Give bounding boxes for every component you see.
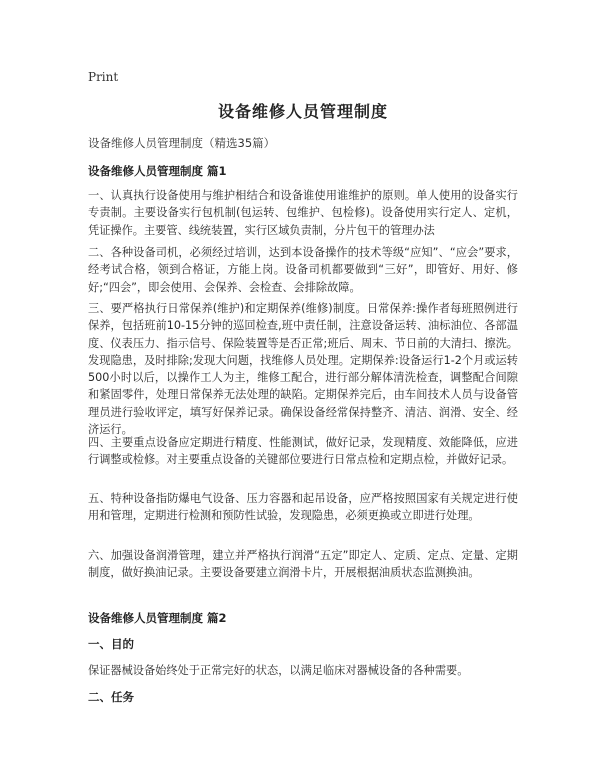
paragraph-1-1: 一、认真执行设备使用与维护相结合和设备谁使用谁维护的原则。单人使用的设备实行专责制。主要设备实行包机制(包运转、包维护、包检修)。设备使用实行定人、定机，凭证操作。主要管、线统装置，实行区域负责制，分片包干的管理办法: [88, 189, 518, 237]
document-subtitle: 设备维修人员管理制度（精选35篇）: [88, 136, 276, 150]
page-title: 设备维修人员管理制度: [217, 102, 388, 121]
paragraph-1-2: 二、各种设备司机，必须经过培训，达到本设备操作的技术等级“应知”、“应会”要求，经考试合格，领到合格证，方能上岗。设备司机都要做到“三好”，即管好、用好、修好;“四会”，即会使用、会保养、会检查、会排除故障。: [88, 246, 518, 294]
paragraph-1-5: 五、特种设备指防爆电气设备、压力容器和起吊设备，应严格按照国家有关规定进行使用和管理，定期进行检测和预防性试验，发现隐患，必须更换或立即进行处理。: [88, 492, 518, 523]
paragraph-2-1: 保证器械设备始终处于正常完好的状态，以满足临床对器械设备的各种需要。: [88, 664, 469, 677]
subheading-tasks: 二、任务: [88, 690, 134, 704]
section-heading-2: 设备维修人员管理制度 篇2: [88, 611, 227, 625]
paragraph-1-3: 三、要严格执行日常保养(维护)和定期保养(维修)制度。日常保养:操作者每班照例进行保养，包括班前10-15分钟的巡回检查,班中责任制，注意设备运转、油标油位、各部温度、仪表压力、指示信号、保险装置等是否正常;班后、周末、节日前的大清扫、擦洗。发现隐患，及时排除;发现大问题，找维修人员处理。定期保养:设备运行1-2个月或运转500小时以后，以操作工人为主，维修工配合，进行部分解体清洗检查，调整配合间隙和紧固零件，处理日常保养无法处理的缺陷。定期保养完后，由车间技术人员与设备管理员进行验收评定，填写好保养记录。确保设备经常保持整齐、清洁、润滑、安全、经济运行。: [88, 302, 518, 437]
section-heading-1: 设备维修人员管理制度 篇1: [88, 164, 227, 178]
paragraph-1-6: 六、加强设备润滑管理，建立并严格执行润滑“五定”即定人、定质、定点、定量、定期制度，做好换油记录。主要设备要建立润滑卡片，开展根据油质状态监测换油。: [88, 549, 518, 580]
subheading-purpose: 一、目的: [88, 637, 134, 651]
paragraph-1-4: 四、主要重点设备应定期进行精度、性能测试，做好记录，发现精度、效能降低，应进行调整或检修。对主要重点设备的关键部位要进行日常点检和定期点检，并做好记录。: [88, 436, 518, 467]
print-link[interactable]: Print: [88, 70, 119, 84]
